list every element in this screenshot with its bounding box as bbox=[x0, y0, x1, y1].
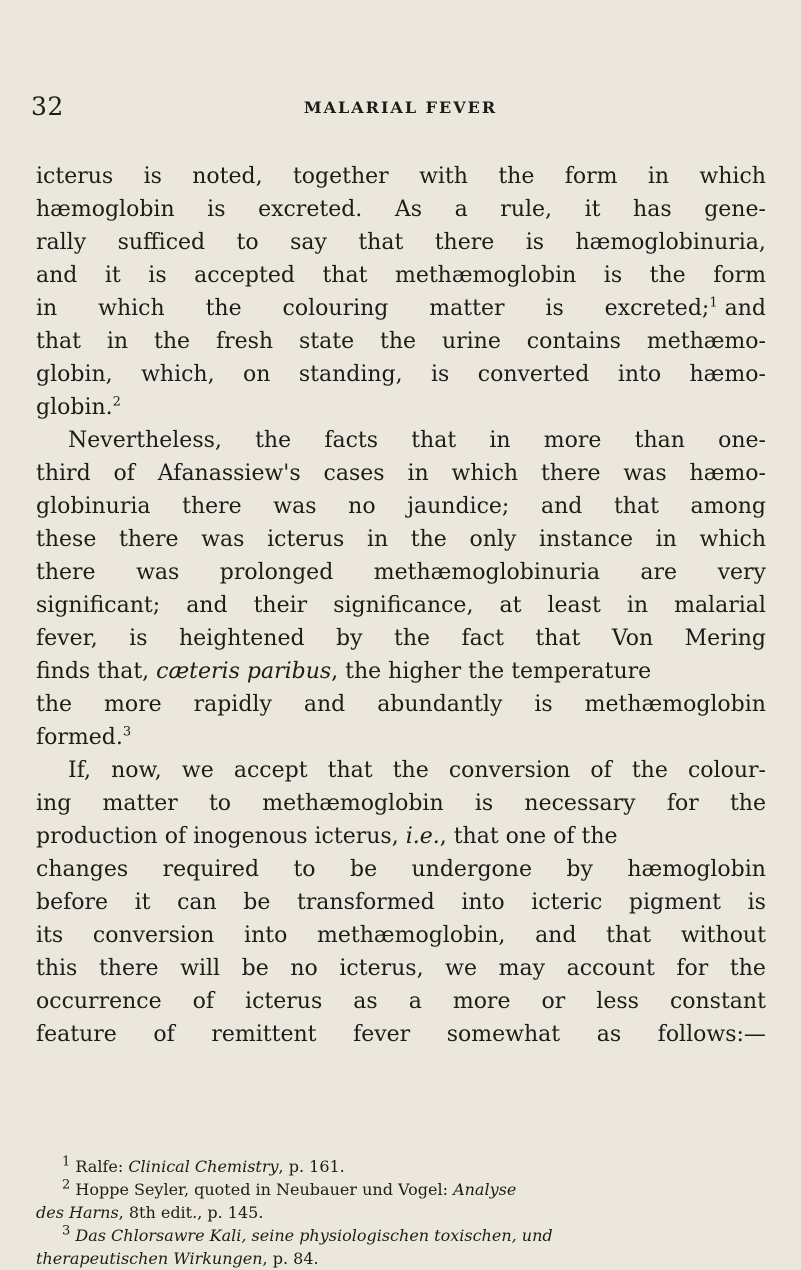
word: their bbox=[253, 593, 308, 618]
word: say bbox=[290, 230, 327, 255]
footnote-3-cont: therapeutischen Wirkungen, p. 84. bbox=[36, 1249, 319, 1268]
footnote-3: $^3$ Das Chlorsawre Kali, seine physiologischen toxischen, und bbox=[62, 1223, 553, 1245]
word: and bbox=[535, 923, 577, 948]
word: which bbox=[699, 527, 766, 552]
word: more bbox=[103, 692, 162, 717]
word: the bbox=[649, 263, 686, 288]
word: there bbox=[182, 494, 242, 519]
text-line bbox=[36, 919, 766, 952]
text-line bbox=[36, 952, 766, 985]
word: and bbox=[303, 692, 346, 717]
word: As bbox=[394, 197, 423, 222]
word: before bbox=[36, 890, 109, 915]
word: is bbox=[148, 263, 167, 288]
word: will bbox=[180, 956, 221, 981]
word: in bbox=[626, 593, 649, 618]
word: Nevertheless, bbox=[68, 428, 222, 453]
footnote-ref: 3 bbox=[122, 724, 132, 740]
word: necessary bbox=[524, 791, 636, 816]
word: is bbox=[474, 791, 494, 816]
word: occurrence bbox=[36, 989, 162, 1014]
word: methæmoglobinuria bbox=[373, 560, 600, 585]
word: that bbox=[606, 923, 652, 948]
word: was bbox=[136, 560, 180, 585]
footnote-2-cont: des Harns, 8th edit., p. 145. bbox=[36, 1203, 264, 1222]
word: is bbox=[129, 626, 148, 651]
word: and bbox=[186, 593, 228, 618]
word: prolonged bbox=[219, 560, 334, 585]
word: rapidly bbox=[193, 692, 272, 717]
word: fever bbox=[353, 1022, 411, 1047]
word: of bbox=[113, 461, 135, 486]
word: the bbox=[380, 329, 417, 354]
word: globin, bbox=[36, 362, 113, 387]
word: are bbox=[640, 560, 678, 585]
word: icterus bbox=[245, 989, 323, 1014]
word: methæmoglobin, bbox=[317, 923, 506, 948]
word: among bbox=[690, 494, 766, 519]
word: is bbox=[545, 296, 564, 321]
word: more bbox=[543, 428, 602, 453]
word: into bbox=[617, 362, 662, 387]
word: abundantly bbox=[377, 692, 503, 717]
word: is bbox=[207, 197, 226, 222]
word: and bbox=[540, 494, 583, 519]
word: was bbox=[273, 494, 317, 519]
word: that bbox=[327, 758, 373, 783]
word: has bbox=[633, 197, 672, 222]
word: it bbox=[584, 197, 601, 222]
word: icteric bbox=[531, 890, 603, 915]
word: in bbox=[36, 296, 58, 321]
text-line bbox=[36, 358, 766, 391]
word: or bbox=[541, 989, 566, 1014]
word: that bbox=[613, 494, 659, 519]
footnotes bbox=[36, 1155, 771, 1270]
word: now, bbox=[111, 758, 162, 783]
word: was bbox=[623, 461, 667, 486]
word: undergone bbox=[411, 857, 532, 882]
word: with bbox=[419, 164, 468, 189]
word: excreted. bbox=[258, 197, 363, 222]
word: that bbox=[411, 428, 457, 453]
word: hæmo- bbox=[689, 362, 766, 387]
word: significance, bbox=[333, 593, 474, 618]
word: constant bbox=[669, 989, 766, 1014]
word: as bbox=[353, 989, 378, 1014]
word: that bbox=[535, 626, 581, 651]
word: a bbox=[454, 197, 468, 222]
word: there bbox=[36, 560, 96, 585]
word: is bbox=[143, 164, 162, 189]
word: is bbox=[747, 890, 766, 915]
word: to bbox=[236, 230, 259, 255]
word: changes bbox=[36, 857, 129, 882]
word: this bbox=[36, 956, 78, 981]
word: feature bbox=[36, 1022, 117, 1047]
word: rule, bbox=[500, 197, 553, 222]
word: which bbox=[451, 461, 519, 486]
word: fact bbox=[461, 626, 504, 651]
text-line bbox=[36, 622, 766, 655]
word: it bbox=[134, 890, 151, 915]
word: converted bbox=[477, 362, 590, 387]
text-line bbox=[36, 160, 766, 193]
word: we bbox=[181, 758, 214, 783]
word: be bbox=[241, 956, 269, 981]
word: colour- bbox=[687, 758, 766, 783]
word: one- bbox=[718, 428, 766, 453]
word: accepted bbox=[194, 263, 295, 288]
word: into bbox=[461, 890, 505, 915]
text-line bbox=[36, 886, 766, 919]
word: state bbox=[298, 329, 355, 354]
footnote-1: $^1$ Ralfe: Clinical Chemistry, p. 161. bbox=[62, 1154, 345, 1176]
word: is bbox=[525, 230, 545, 255]
word: there bbox=[540, 461, 601, 486]
text-line bbox=[36, 787, 766, 820]
word: methæmoglobin bbox=[394, 263, 577, 288]
word: fresh bbox=[215, 329, 274, 354]
word: transformed bbox=[296, 890, 435, 915]
word: required bbox=[162, 857, 260, 882]
word: significant; bbox=[36, 593, 161, 618]
word: noted, bbox=[192, 164, 263, 189]
word: least bbox=[547, 593, 601, 618]
word: in bbox=[106, 329, 129, 354]
word: Von bbox=[611, 626, 654, 651]
word: on bbox=[243, 362, 271, 387]
word: icterus, bbox=[339, 956, 424, 981]
text-line bbox=[36, 490, 766, 523]
word: the bbox=[631, 758, 668, 783]
word: jaundice; bbox=[407, 494, 510, 519]
text-line bbox=[36, 556, 766, 589]
text-line bbox=[36, 523, 766, 556]
text-line bbox=[36, 1018, 766, 1051]
word: methæmo- bbox=[646, 329, 766, 354]
word: form bbox=[713, 263, 766, 288]
text-line: finds that, cæteris paribus, the higher the temperature bbox=[36, 659, 652, 684]
word: without bbox=[680, 923, 766, 948]
word: less bbox=[596, 989, 639, 1014]
word: account bbox=[566, 956, 655, 981]
footnote-ref: 2 bbox=[112, 394, 121, 410]
text-line bbox=[36, 193, 766, 226]
word: these bbox=[36, 527, 97, 552]
word: in bbox=[366, 527, 389, 552]
word: that bbox=[322, 263, 368, 288]
body-text bbox=[36, 160, 766, 1051]
text-line bbox=[36, 457, 766, 490]
word: there bbox=[118, 527, 179, 552]
text-line bbox=[36, 985, 766, 1018]
word: malarial bbox=[674, 593, 766, 618]
word: If, bbox=[68, 758, 92, 783]
word: facts bbox=[324, 428, 379, 453]
word: matter bbox=[429, 296, 505, 321]
word: the bbox=[410, 527, 447, 552]
word: can bbox=[177, 890, 217, 915]
word: remittent bbox=[211, 1022, 317, 1047]
word: at bbox=[499, 593, 522, 618]
word: more bbox=[452, 989, 511, 1014]
word: it bbox=[104, 263, 121, 288]
text-line bbox=[36, 754, 766, 787]
word: which bbox=[699, 164, 766, 189]
word: conversion bbox=[448, 758, 571, 783]
word: ing bbox=[36, 791, 72, 816]
word: sufficed bbox=[117, 230, 206, 255]
word: colouring bbox=[282, 296, 389, 321]
word: to bbox=[293, 857, 316, 882]
word: be bbox=[349, 857, 378, 882]
word: only bbox=[469, 527, 517, 552]
word: as bbox=[596, 1022, 622, 1047]
word: and bbox=[36, 263, 78, 288]
word: fever, bbox=[36, 626, 98, 651]
text-line bbox=[36, 853, 766, 886]
word: accept bbox=[233, 758, 308, 783]
word: into bbox=[244, 923, 288, 948]
word: contains bbox=[526, 329, 621, 354]
text-line bbox=[36, 325, 766, 358]
word: standing, bbox=[298, 362, 403, 387]
word: the bbox=[394, 626, 431, 651]
word: the bbox=[36, 692, 73, 717]
word: which, bbox=[141, 362, 215, 387]
word: gene- bbox=[704, 197, 766, 222]
word: to bbox=[208, 791, 232, 816]
word: than bbox=[634, 428, 685, 453]
word: icterus bbox=[36, 164, 114, 189]
word: which bbox=[98, 296, 165, 321]
text-line bbox=[36, 688, 766, 721]
running-head: MALARIAL FEVER bbox=[303, 98, 498, 117]
text-line: production of inogenous icterus, i.e., that one of the bbox=[36, 824, 618, 849]
word: methæmoglobin bbox=[584, 692, 766, 717]
word: hæmoglobin bbox=[627, 857, 766, 882]
word: its bbox=[36, 923, 64, 948]
word: is bbox=[534, 692, 553, 717]
word: form bbox=[564, 164, 618, 189]
word: conversion bbox=[92, 923, 215, 948]
word: is bbox=[603, 263, 623, 288]
word: be bbox=[243, 890, 271, 915]
word: methæmoglobin bbox=[262, 791, 444, 816]
word: instance bbox=[539, 527, 633, 552]
text-line bbox=[36, 589, 766, 622]
footnote-2: $^2$ Hoppe Seyler, quoted in Neubauer und Vogel: Analyse bbox=[62, 1177, 517, 1199]
word: third bbox=[36, 461, 91, 486]
word: Afanassiew's bbox=[157, 461, 301, 486]
word: there bbox=[434, 230, 495, 255]
text-line bbox=[36, 292, 766, 325]
text-line bbox=[36, 424, 766, 457]
word: matter bbox=[102, 791, 178, 816]
word: somewhat bbox=[446, 1022, 561, 1047]
word: by bbox=[566, 857, 593, 882]
word: that bbox=[358, 230, 404, 255]
word: the bbox=[205, 296, 242, 321]
word: of bbox=[590, 758, 612, 783]
word: for bbox=[666, 791, 699, 816]
word: of bbox=[153, 1022, 175, 1047]
word: by bbox=[336, 626, 363, 651]
word: pigment bbox=[628, 890, 721, 915]
footnote-ref: 1 bbox=[709, 295, 718, 311]
word: a bbox=[408, 989, 422, 1014]
page-number: 32 bbox=[31, 92, 64, 121]
word: was bbox=[201, 527, 245, 552]
word: together bbox=[292, 164, 389, 189]
word: the bbox=[392, 758, 429, 783]
word: the bbox=[729, 956, 766, 981]
word: the bbox=[255, 428, 292, 453]
text-line bbox=[36, 226, 766, 259]
word: rally bbox=[36, 230, 87, 255]
word: in bbox=[647, 164, 670, 189]
word: Mering bbox=[684, 626, 766, 651]
word: in bbox=[407, 461, 429, 486]
word: is bbox=[431, 362, 450, 387]
word: the bbox=[498, 164, 535, 189]
word: very bbox=[717, 560, 766, 585]
word: heightened bbox=[178, 626, 305, 651]
word: the bbox=[154, 329, 191, 354]
text-line: formed.$^3$ bbox=[36, 724, 132, 750]
word: no bbox=[348, 494, 376, 519]
word: cases bbox=[323, 461, 385, 486]
word: urine bbox=[441, 329, 501, 354]
word: in bbox=[489, 428, 511, 453]
word: there bbox=[98, 956, 159, 981]
word: in bbox=[655, 527, 677, 552]
word: hæmoglobinuria, bbox=[575, 230, 766, 255]
word: for bbox=[676, 956, 709, 981]
word: no bbox=[290, 956, 318, 981]
text-line: globin.$^2$ bbox=[36, 394, 121, 420]
word: hæmoglobin bbox=[36, 197, 175, 222]
word: that bbox=[36, 329, 81, 354]
text-line-tail: excreted;$^1$ and bbox=[604, 295, 766, 321]
word: follows:— bbox=[657, 1022, 766, 1047]
word: the bbox=[729, 791, 766, 816]
word: globinuria bbox=[36, 494, 151, 519]
word: icterus bbox=[267, 527, 345, 552]
word: we bbox=[445, 956, 478, 981]
word: hæmo- bbox=[689, 461, 766, 486]
text-line bbox=[36, 259, 766, 292]
word: may bbox=[498, 956, 546, 981]
word: of bbox=[192, 989, 215, 1014]
